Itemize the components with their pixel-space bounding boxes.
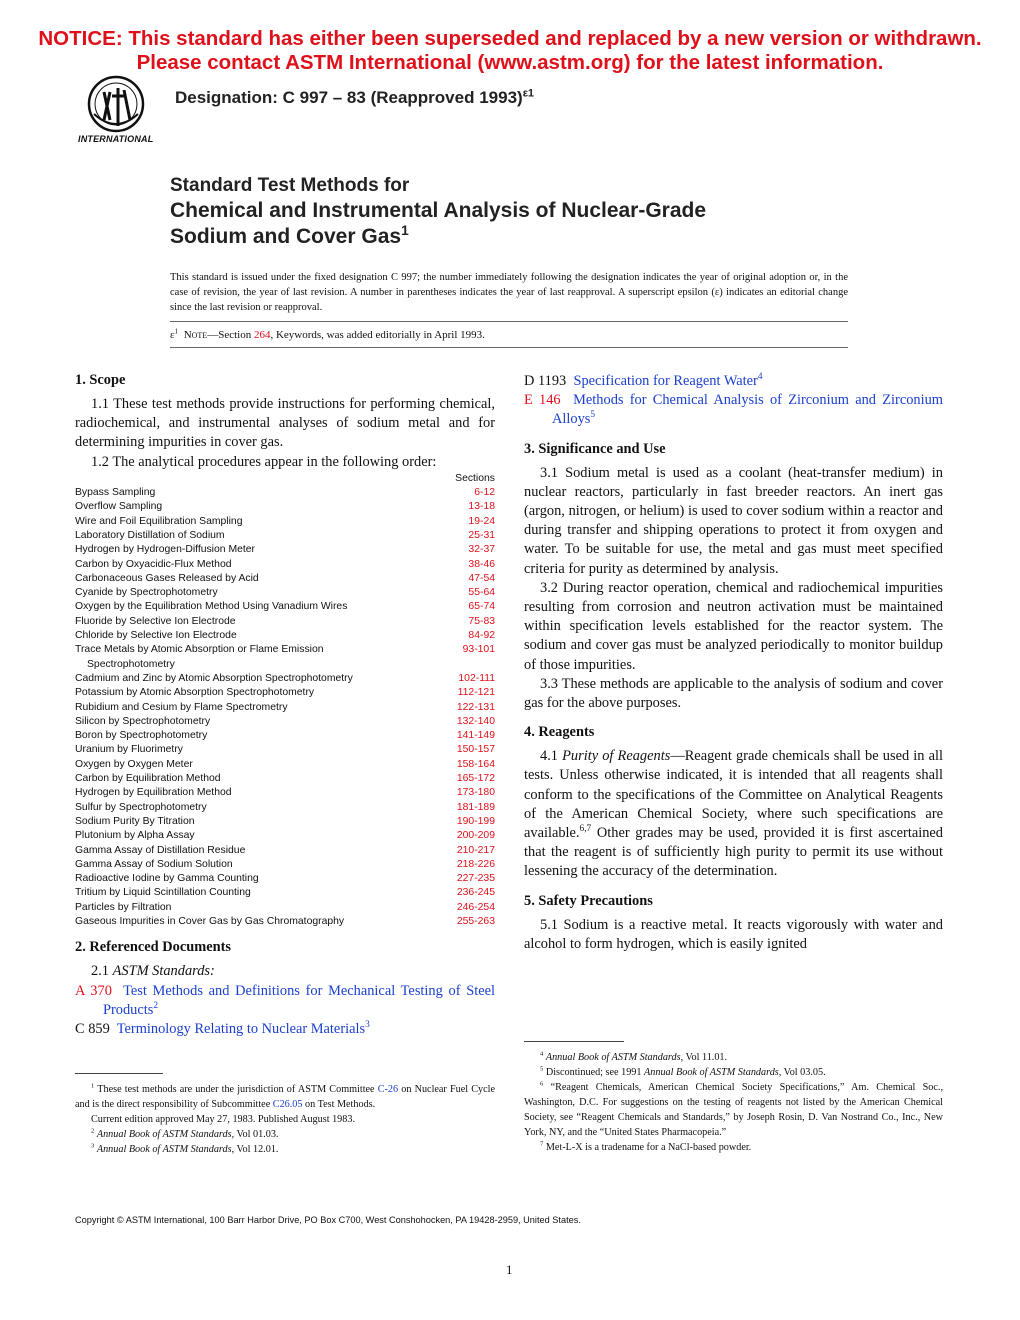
toc-entry-name: Cadmium and Zinc by Atomic Absorption Spectrophotometry bbox=[75, 672, 353, 684]
designation: Designation: C 997 – 83 (Reapproved 1993)$^{\varepsilon 1}$ bbox=[175, 87, 535, 107]
scope-heading: 1. Scope bbox=[75, 372, 126, 388]
title-line-1: Standard Test Methods for bbox=[170, 175, 410, 196]
para-2-1: 2.1 ASTM Standards: bbox=[91, 963, 215, 980]
toc-section-link[interactable]: 200-209 bbox=[456, 830, 495, 842]
toc-row bbox=[75, 529, 495, 543]
toc-section-link[interactable]: 13-18 bbox=[468, 501, 495, 513]
c2605-link[interactable]: C26.05 bbox=[272, 1099, 303, 1110]
toc-section-link[interactable]: 6-12 bbox=[474, 487, 495, 499]
toc-row bbox=[75, 500, 495, 514]
toc-entry-name: Uranium by Fluorimetry bbox=[75, 744, 183, 756]
toc-row bbox=[75, 643, 495, 657]
footnote-2: $^2$ Annual Book of ASTM Standards, Vol 01.03. bbox=[91, 1127, 279, 1140]
title-line-3: Sodium and Cover Gas$^1$ bbox=[170, 223, 409, 248]
editorial-note: $\varepsilon^1$ Note—Section 264, Keywords, was added editorially in April 1993. bbox=[170, 327, 485, 341]
toc-section-link[interactable]: 102-111 bbox=[458, 672, 495, 684]
toc-section-link[interactable]: 75-83 bbox=[468, 615, 495, 627]
notice-line-1: NOTICE: This standard has either been superseded and replaced by a new version or withdrawn. bbox=[38, 27, 982, 50]
toc-row bbox=[75, 743, 495, 757]
toc-row bbox=[75, 786, 495, 800]
toc-row bbox=[75, 872, 495, 886]
toc-entry-name: Bypass Sampling bbox=[75, 487, 156, 499]
toc-section-link[interactable]: 65-74 bbox=[468, 601, 495, 613]
toc-row bbox=[75, 672, 495, 686]
toc-entry-name: Cyanide by Spectrophotometry bbox=[75, 587, 218, 599]
toc-row bbox=[75, 629, 495, 643]
toc-section-link[interactable]: 210-217 bbox=[456, 844, 495, 856]
page-number: 1 bbox=[506, 1262, 513, 1277]
toc-entry-name: Carbon by Oxyacidic-Flux Method bbox=[75, 558, 232, 570]
toc-section-link[interactable]: 19-24 bbox=[468, 515, 495, 527]
toc-entry-name: Wire and Foil Equilibration Sampling bbox=[75, 515, 243, 527]
toc-row bbox=[75, 715, 495, 729]
toc-section-link[interactable]: 150-157 bbox=[456, 744, 495, 756]
ref-d1193: D 1193 Specification for Reagent Water$^4$ bbox=[524, 372, 763, 389]
toc-section-link[interactable]: 38-46 bbox=[468, 558, 495, 570]
toc-entry-name: Gaseous Impurities in Cover Gas by Gas Chromatography bbox=[75, 916, 345, 928]
notice-line-2: Please contact ASTM International (www.astm.org) for the latest information. bbox=[136, 51, 884, 74]
footnote-4: $^4$ Annual Book of ASTM Standards, Vol 11.01. bbox=[540, 1050, 728, 1063]
para-3-1: 3.1 Sodium metal is used as a coolant (heat-transfer medium) in nuclear reactors, particularly in fast breeder reactors. An inert gas (argon, nitrogen, or helium) is used to cover sodium within a reactor and during transfer and shipping operations to protect it from oxygen and water. To be suitable for use, the metal and gas must meet specified criteria for purity as determined by analysis. bbox=[524, 464, 943, 577]
e146-link[interactable]: E 146 bbox=[524, 392, 561, 409]
toc-entry-name: Carbonaceous Gases Released by Acid bbox=[75, 572, 259, 584]
toc-entry-name: Overflow Sampling bbox=[75, 501, 163, 513]
toc-entry-name: Trace Metals by Atomic Absorption or Flame Emission bbox=[75, 644, 324, 656]
toc-entry-name: Rubidium and Cesium by Flame Spectrometry bbox=[75, 701, 288, 713]
toc-row bbox=[75, 858, 495, 872]
toc-entry-continuation: Spectrophotometry bbox=[87, 658, 175, 670]
toc-section-link[interactable]: 255-263 bbox=[456, 916, 495, 928]
toc-row bbox=[75, 486, 495, 500]
toc-section-link[interactable]: 236-245 bbox=[456, 887, 495, 899]
toc-section-link[interactable]: 158-164 bbox=[456, 758, 495, 770]
toc-entry-name: Hydrogen by Hydrogen-Diffusion Meter bbox=[75, 544, 255, 556]
right-column bbox=[524, 372, 943, 954]
toc-entry-name: Fluoride by Selective Ion Electrode bbox=[75, 615, 236, 627]
toc-entry-name: Gamma Assay of Distillation Residue bbox=[75, 844, 246, 856]
toc-row bbox=[75, 600, 495, 614]
divider bbox=[170, 347, 848, 348]
toc-sections-label: Sections bbox=[455, 472, 495, 484]
toc-section-link[interactable]: 246-254 bbox=[456, 901, 495, 913]
toc-section-link[interactable]: 84-92 bbox=[468, 630, 495, 642]
title-line-2: Chemical and Instrumental Analysis of Nuclear-Grade bbox=[170, 199, 707, 222]
toc-row bbox=[75, 758, 495, 772]
ref-c859: C 859 Terminology Relating to Nuclear Materials$^3$ bbox=[75, 1020, 370, 1037]
toc-section-link[interactable]: 165-172 bbox=[456, 773, 495, 785]
toc-section-link[interactable]: 32-37 bbox=[468, 544, 495, 556]
toc-row bbox=[75, 829, 495, 843]
toc-entry-name: Tritium by Liquid Scintillation Counting bbox=[75, 887, 251, 899]
toc-row bbox=[75, 772, 495, 786]
toc-section-link[interactable]: 112-121 bbox=[457, 687, 495, 699]
safety-heading: 5. Safety Precautions bbox=[524, 892, 653, 909]
footnote-5: $^5$ Discontinued; see 1991 Annual Book of ASTM Standards, Vol 03.05. bbox=[540, 1065, 826, 1078]
para-5-1: 5.1 Sodium is a reactive metal. It reacts vigorously with water and alcohol to form hydrogen, which is easily ignited bbox=[524, 916, 943, 952]
a370-link[interactable]: A 370 bbox=[75, 982, 112, 999]
toc-section-link[interactable]: 47-54 bbox=[468, 572, 495, 584]
refdocs-heading: 2. Referenced Documents bbox=[75, 939, 231, 956]
toc-section-link[interactable]: 141-149 bbox=[456, 730, 495, 742]
issuance-statement: This standard is issued under the fixed designation C 997; the number immediately following the designation indicates the year of original adoption or, in the case of revision, the year of last revision. A number in parentheses indicates the year of last reapproval. A superscript epsilon (ε) indicates an editorial change since the last revision or reapproval. bbox=[170, 272, 848, 313]
significance-heading: 3. Significance and Use bbox=[524, 440, 666, 457]
footnote-rule bbox=[524, 1041, 624, 1042]
toc-entry-name: Hydrogen by Equilibration Method bbox=[75, 787, 232, 799]
toc-entry-name: Radioactive Iodine by Gamma Counting bbox=[75, 873, 259, 885]
toc-row bbox=[75, 844, 495, 858]
astm-logo bbox=[74, 74, 162, 150]
designation-epsilon: ε1 bbox=[522, 87, 535, 100]
para-3-2: 3.2 During reactor operation, chemical and radiochemical impurities resulting from corrosion and neutron activation must be maintained within specification levels established for the reactor system. The sodium and cover gas must be analyzed periodically to monitor buildup of those impurities. bbox=[524, 579, 943, 673]
toc-row bbox=[75, 572, 495, 586]
footnote-1-approved: Current edition approved May 27, 1983. Published August 1983. bbox=[91, 1114, 356, 1125]
toc-entry-name: Oxygen by Oxygen Meter bbox=[75, 758, 193, 770]
toc-entry-name: Gamma Assay of Sodium Solution bbox=[75, 858, 233, 870]
toc-section-link[interactable]: 55-64 bbox=[468, 587, 495, 599]
toc-row bbox=[75, 801, 495, 815]
toc-row bbox=[75, 701, 495, 715]
toc-entry-name: Plutonium by Alpha Assay bbox=[75, 830, 195, 842]
reagents-heading: 4. Reagents bbox=[524, 724, 595, 741]
toc-entry-name: Sulfur by Spectrophotometry bbox=[75, 801, 207, 813]
toc-row bbox=[75, 815, 495, 829]
copyright: Copyright © ASTM International, 100 Barr Harbor Drive, PO Box C700, West Conshohocken, PA 19428-2959, United States. bbox=[75, 1215, 581, 1225]
para-3-3: 3.3 These methods are applicable to the analysis of sodium and cover gas for the above purposes. bbox=[524, 675, 943, 712]
toc-entry-name: Silicon by Spectrophotometry bbox=[75, 715, 211, 727]
e146-title-link[interactable]: Methods for Chemical Analysis of Zirconium and Zirconium Alloys$^5$ bbox=[552, 392, 943, 428]
toc-row bbox=[75, 586, 495, 600]
d1193-title-link[interactable]: Specification for Reagent Water$^4$ bbox=[573, 372, 763, 389]
toc-entry-name: Oxygen by the Equilibration Method Using Vanadium Wires bbox=[75, 601, 348, 613]
toc-row bbox=[75, 558, 495, 572]
toc-row bbox=[75, 886, 495, 900]
c26-link[interactable]: C-26 bbox=[377, 1084, 399, 1095]
footnote-rule bbox=[75, 1073, 163, 1074]
toc-section-link[interactable]: 173-180 bbox=[456, 787, 495, 799]
toc-row bbox=[75, 729, 495, 743]
footnotes-right bbox=[524, 1050, 943, 1155]
toc-section-link[interactable]: 93-101 bbox=[462, 644, 495, 656]
toc-row bbox=[75, 515, 495, 529]
toc-row bbox=[75, 901, 495, 915]
toc-entry-name: Boron by Spectrophotometry bbox=[75, 730, 208, 742]
toc-section-link[interactable]: 218-226 bbox=[456, 858, 495, 870]
toc-section-link[interactable]: 227-235 bbox=[456, 873, 495, 885]
toc-row bbox=[75, 615, 495, 629]
toc-entry-name: Sodium Purity By Titration bbox=[75, 815, 195, 827]
a370-title-link[interactable]: Test Methods and Definitions for Mechanical Testing of Steel Products$^2$ bbox=[103, 982, 495, 1018]
left-column bbox=[75, 372, 495, 1039]
section-264-link[interactable]: 264 bbox=[253, 329, 271, 341]
toc-entry-name: Particles by Filtration bbox=[75, 901, 172, 913]
toc-row bbox=[75, 543, 495, 557]
para-1-2: 1.2 The analytical procedures appear in the following order: bbox=[91, 453, 437, 470]
toc-row bbox=[75, 686, 495, 700]
c859-title-link[interactable]: Terminology Relating to Nuclear Materials$^3$ bbox=[116, 1020, 370, 1037]
ref-e146 bbox=[524, 391, 943, 429]
logo-text: INTERNATIONAL bbox=[78, 134, 154, 144]
footnote-1: $^1$ These test methods are under the jurisdiction of ASTM Committee C-26 on Nuclear Fuel Cycle and is the direct responsibility of Subcommittee C26.05 on Test Methods. bbox=[75, 1082, 495, 1110]
toc-entry-name: Laboratory Distillation of Sodium bbox=[75, 530, 225, 541]
para-4-1: 4.1 Purity of Reagents—Reagent grade chemicals shall be used in all tests. Unless otherwise indicated, it is intended that all reagents shall conform to the specifications of the Committee on Analytical Reagents of the American Chemical Society, where such specifications are available.$^{6,7}$ Other grades may be used, provided it is first ascertained that the reagent is of sufficiently high purity to permit its use without lessening the accuracy of the determination. bbox=[524, 748, 943, 880]
toc bbox=[75, 472, 495, 930]
footnote-7: $^7$ Met-L-X is a tradename for a NaCl-based powder. bbox=[540, 1140, 752, 1153]
divider bbox=[170, 321, 848, 322]
toc-section-link[interactable]: 190-199 bbox=[456, 815, 495, 827]
toc-section-link[interactable]: 25-31 bbox=[468, 530, 495, 541]
toc-entry-name: Carbon by Equilibration Method bbox=[75, 773, 221, 785]
toc-section-link[interactable]: 122-131 bbox=[456, 701, 495, 713]
toc-row bbox=[75, 915, 495, 929]
footnote-3: $^3$ Annual Book of ASTM Standards, Vol 12.01. bbox=[91, 1142, 279, 1155]
ref-a370 bbox=[75, 982, 495, 1020]
para-1-1: 1.1 These test methods provide instructions for performing chemical, radiochemical, and instrumental analyses of sodium metal and for determining impurities in cover gas. bbox=[75, 396, 495, 451]
toc-entry-name: Chloride by Selective Ion Electrode bbox=[75, 630, 237, 642]
toc-entry-name: Potassium by Atomic Absorption Spectrophotometry bbox=[75, 687, 315, 699]
toc-section-link[interactable]: 181-189 bbox=[456, 801, 495, 813]
footnote-6: $^6$ “Reagent Chemicals, American Chemical Society Specifications,” Am. Chemical Soc., Washington, D.C. For suggestions on the testing of reagents not listed by the American Chemical Society, see “Reagent Chemicals and Standards,” by Joseph Rosin, D. Van Nostrand Co., Inc., New York, NY, and the “United States Pharmacopeia.” bbox=[524, 1080, 943, 1138]
toc-section-link[interactable]: 132-140 bbox=[456, 715, 495, 727]
footnotes-left bbox=[75, 1082, 495, 1157]
